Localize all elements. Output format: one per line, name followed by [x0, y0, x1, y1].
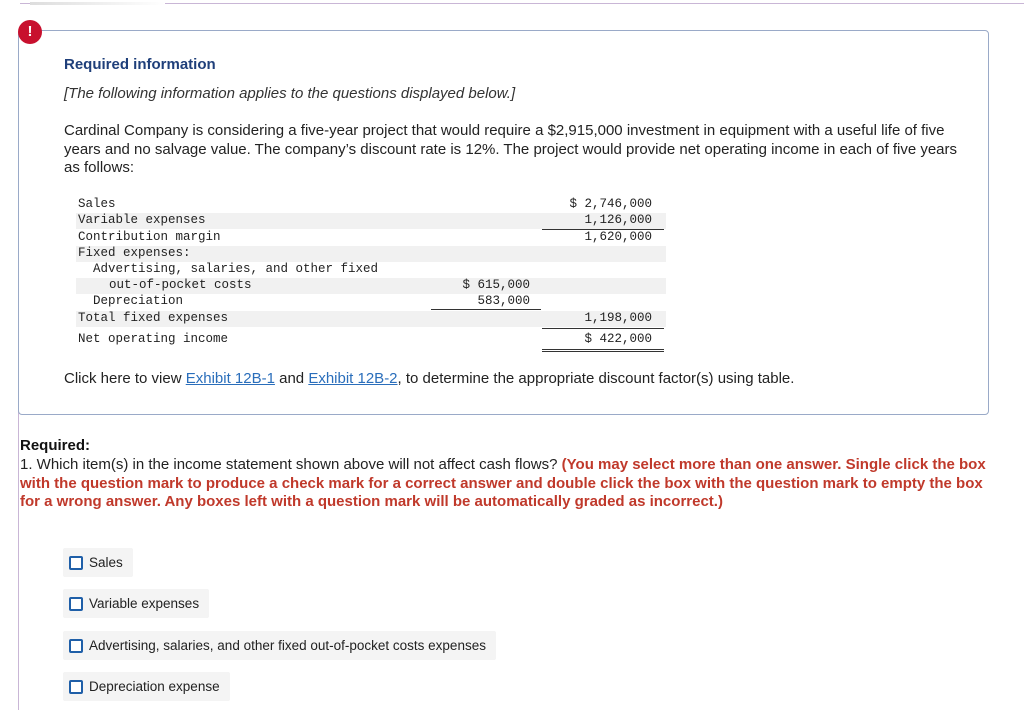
- row-col2: $ 2,746,000: [569, 197, 652, 211]
- project-description: Cardinal Company is considering a five-year project that would require a $2,915,000 investment in equipment with a useful life of five years and no salvage value. The company’s discount rate is 12%. The project would provide net operating income in each of five years as follows:: [64, 122, 958, 176]
- row-label: Advertising, salaries, and other fixed: [93, 262, 379, 276]
- row-col2: 1,126,000: [584, 213, 652, 227]
- option-label: Sales: [89, 555, 123, 570]
- statement-row: [76, 213, 666, 229]
- row-col1: $ 615,000: [462, 278, 530, 292]
- statement-row: [76, 197, 666, 213]
- option-variable-expenses[interactable]: [63, 589, 209, 618]
- row-col2: 1,198,000: [584, 311, 652, 325]
- exhibit-prefix: Click here to view: [64, 370, 186, 387]
- exhibit-12b-1-link[interactable]: Exhibit 12B-1: [185, 370, 275, 387]
- row-label: Depreciation: [93, 294, 184, 308]
- row-label: Fixed expenses:: [78, 246, 191, 260]
- question-prompt: 1. Which item(s) in the income statement shown above will not affect cash flows?: [20, 456, 562, 473]
- statement-row: [76, 332, 666, 348]
- row-label: Contribution margin: [78, 230, 221, 244]
- exhibit-instructions: [64, 370, 794, 387]
- exhibit-12b-2-link[interactable]: Exhibit 12B-2: [308, 370, 398, 387]
- statement-rule: [542, 349, 664, 350]
- option-label: Depreciation expense: [89, 679, 220, 694]
- statement-rule: [542, 328, 664, 329]
- row-col1: 583,000: [477, 294, 530, 308]
- statement-rule: [431, 309, 541, 310]
- exhibit-suffix: , to determine the appropriate discount factor(s) using table.: [397, 370, 795, 387]
- info-note: [The following information applies to the questions displayed below.]: [64, 85, 516, 102]
- row-label: Net operating income: [78, 332, 229, 346]
- row-label: out-of-pocket costs: [109, 278, 252, 292]
- statement-row: [76, 294, 666, 310]
- checkbox[interactable]: [69, 556, 83, 570]
- row-label: Variable expenses: [78, 213, 206, 227]
- row-col2: 1,620,000: [584, 230, 652, 244]
- option-advertising-costs[interactable]: [63, 631, 496, 660]
- statement-row: [76, 246, 666, 262]
- checkbox[interactable]: [69, 639, 83, 653]
- row-label: Sales: [78, 197, 116, 211]
- checkbox[interactable]: [69, 680, 83, 694]
- statement-row: [76, 311, 666, 327]
- statement-row: [76, 230, 666, 246]
- exhibit-mid: and: [274, 370, 309, 387]
- required-heading: Required:: [20, 437, 91, 454]
- question-instruction: (You may select more than one answer. Single click the box with the question mark to produce a check mark for a correct answer and double click the box with the question mark to empty the box for a wrong answer. Any boxes left with a question mark will be automatically graded as incorrect.): [20, 456, 986, 510]
- option-depreciation-expense[interactable]: [63, 672, 230, 701]
- question-text: [20, 456, 995, 512]
- row-col2: $ 422,000: [584, 332, 652, 346]
- option-sales[interactable]: [63, 548, 133, 577]
- option-label: Advertising, salaries, and other fixed out-of-pocket costs expenses: [89, 638, 486, 653]
- option-label: Variable expenses: [89, 596, 200, 611]
- statement-rule: [542, 351, 664, 352]
- info-title: Required information: [64, 56, 216, 73]
- top-border-fade: [30, 2, 165, 5]
- checkbox[interactable]: [69, 597, 83, 611]
- statement-row: [76, 278, 666, 294]
- statement-rule: [542, 229, 664, 230]
- statement-row: [76, 262, 666, 278]
- top-border: [20, 3, 1024, 4]
- alert-icon: !: [18, 20, 42, 44]
- row-label: Total fixed expenses: [78, 311, 229, 325]
